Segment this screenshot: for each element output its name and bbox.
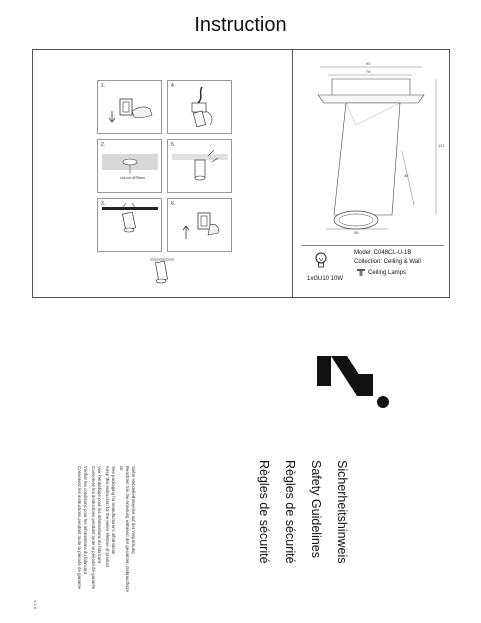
category-label: Ceiling Lamps	[368, 270, 407, 276]
switch-off-illustration	[98, 81, 161, 133]
model-label: Model: C048CL-U-1B	[354, 250, 412, 256]
bulb-spec: 1xGU10 10W	[307, 276, 344, 282]
guideline-line: Siehe Herstellerhinweise auf der Verpackung	[131, 466, 136, 554]
heading-safety-guidelines: Safety Guidelines	[309, 460, 323, 558]
guideline-line: See packaging for manufacturer's information	[111, 466, 116, 555]
collection-label: Collection: Ceiling & Wall	[354, 259, 421, 265]
step-6-panel	[167, 198, 232, 252]
ceiling-cutout-illustration	[98, 140, 161, 192]
heading-sicherheitshinweis: Sicherheitshinweis	[335, 460, 349, 564]
heading-regles-1: Règles de sécurité	[283, 460, 297, 564]
step-4-panel	[167, 80, 232, 134]
version-label: V 1.0	[33, 600, 38, 610]
frame-divider	[292, 49, 293, 298]
guideline-line: Conservez les instructions pendant toute la période de garantie	[77, 466, 82, 590]
step-number: 3.	[101, 201, 106, 207]
brand-m-logo-icon	[317, 356, 391, 408]
guideline-line: Vérifier les conditions pour les informations du fabricant	[83, 466, 88, 574]
cutout-note: cut-out: Ø75mm	[120, 176, 146, 180]
step-number: 6.	[171, 201, 176, 207]
step-2-panel	[97, 139, 162, 193]
page-title: Instruction	[194, 14, 287, 36]
mount-clips-illustration	[98, 199, 161, 251]
insert-fixture-illustration	[168, 140, 231, 192]
step-number: 1.	[101, 83, 106, 89]
bulb-icon	[314, 252, 328, 268]
step-1-panel	[97, 80, 162, 134]
guideline-line: Voir l'emballage pour les informations du fabricant	[97, 466, 102, 563]
guideline-line: Keep this instruction for the entire lifetime of product	[105, 466, 110, 568]
dim-side: 36	[404, 173, 409, 178]
step-number: 5.	[171, 142, 176, 148]
product-info	[302, 245, 444, 288]
dim-top-outer: 90	[366, 61, 371, 66]
ceiling-lamp-icon	[356, 268, 366, 277]
dim-height: 121	[438, 143, 445, 148]
final-fixture-illustration	[148, 254, 176, 292]
switch-on-illustration	[168, 199, 231, 251]
step-number: 4.	[171, 83, 176, 89]
dim-top-inner: 75	[366, 69, 371, 74]
guideline-line: Conservez les instructions pendant toute la période de garantie	[91, 466, 96, 590]
heading-regles-2: Règles de sécurité	[257, 460, 271, 564]
step-3-panel	[97, 198, 162, 252]
guideline-line: ist	[119, 466, 124, 471]
technical-drawing	[296, 55, 446, 245]
guideline-line: Beachten Sie die Anleitung während der gesamten Gebrauchsze	[125, 466, 130, 592]
step-number: 2.	[101, 142, 106, 148]
wiring-illustration	[168, 81, 231, 133]
step-5-panel	[167, 139, 232, 193]
dim-bottom: 55	[354, 230, 359, 235]
